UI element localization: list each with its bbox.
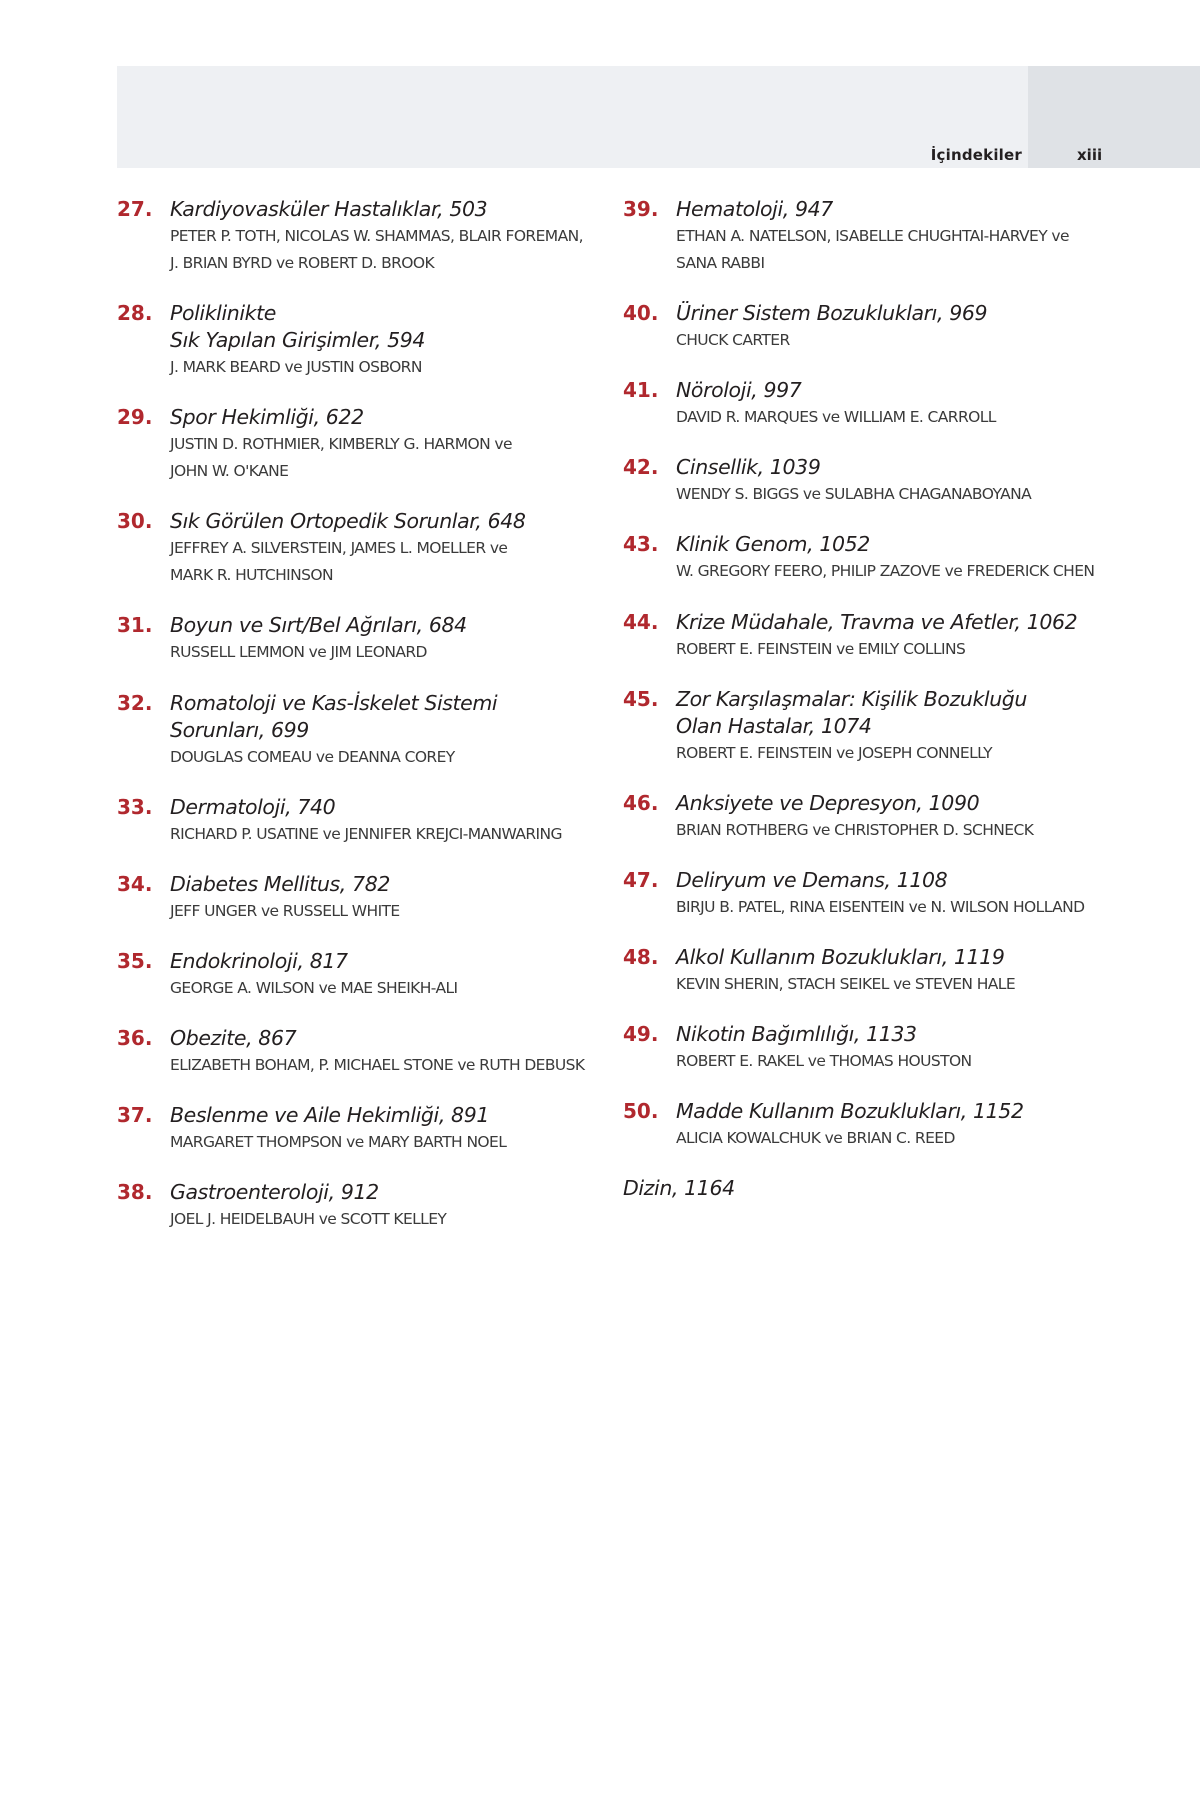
- chapter-authors: DAVID R. MARQUES ve WILLIAM E. CARROLL: [676, 408, 996, 426]
- chapter-title: Krize Müdahale, Travma ve Afetler, 1062: [676, 610, 1078, 634]
- toc-entry[interactable]: [117, 508, 597, 588]
- chapter-title: Obezite, 867: [170, 1026, 297, 1050]
- chapter-title: Deliryum ve Demans, 1108: [676, 868, 948, 892]
- chapter-authors: J. BRIAN BYRD ve ROBERT D. BROOK: [170, 253, 435, 272]
- chapter-authors: ETHAN A. NATELSON, ISABELLE CHUGHTAI-HARVEY ve: [676, 227, 1069, 245]
- toc-entry[interactable]: [623, 944, 1123, 998]
- chapter-authors: MARK R. HUTCHINSON: [170, 565, 333, 584]
- chapter-authors: PETER P. TOTH, NICOLAS W. SHAMMAS, BLAIR FOREMAN,: [170, 227, 583, 245]
- chapter-authors: JEFF UNGER ve RUSSELL WHITE: [170, 902, 400, 920]
- chapter-authors: WENDY S. BIGGS ve SULABHA CHAGANABOYANA: [676, 485, 1032, 503]
- toc-entry[interactable]: [117, 1179, 597, 1233]
- chapter-title: Romatoloji ve Kas-İskelet Sistemi: [170, 691, 498, 715]
- chapter-title: Sorunları, 699: [170, 718, 309, 742]
- chapter-number: 48.: [623, 945, 659, 969]
- chapter-title: Dermatoloji, 740: [170, 795, 336, 819]
- toc-entry[interactable]: [623, 300, 1123, 354]
- page-number: xiii: [1077, 146, 1103, 164]
- chapter-number: 30.: [117, 509, 153, 533]
- toc-entry[interactable]: [117, 404, 597, 484]
- chapter-authors: MARGARET THOMPSON ve MARY BARTH NOEL: [170, 1133, 507, 1151]
- toc-entry[interactable]: [117, 690, 597, 771]
- chapter-authors: SANA RABBI: [676, 253, 765, 272]
- chapter-number: 42.: [623, 455, 659, 479]
- toc-entry[interactable]: [623, 609, 1123, 663]
- chapter-authors: BIRJU B. PATEL, RINA EISENTEIN ve N. WILSON HOLLAND: [676, 898, 1085, 916]
- chapter-title: Endokrinoloji, 817: [170, 949, 348, 973]
- chapter-number: 34.: [117, 872, 153, 896]
- chapter-number: 32.: [117, 691, 153, 715]
- toc-entry[interactable]: [623, 531, 1123, 585]
- chapter-title: Zor Karşılaşmalar: Kişilik Bozukluğu: [676, 687, 1028, 711]
- toc-entry[interactable]: [623, 1098, 1123, 1152]
- chapter-authors: RUSSELL LEMMON ve JIM LEONARD: [170, 643, 427, 661]
- toc-entry[interactable]: [623, 377, 1123, 431]
- chapter-title: Anksiyete ve Depresyon, 1090: [676, 791, 980, 815]
- toc-entry[interactable]: [117, 300, 597, 381]
- chapter-number: 36.: [117, 1026, 153, 1050]
- chapter-authors: ELIZABETH BOHAM, P. MICHAEL STONE ve RUTH DEBUSK: [170, 1056, 585, 1074]
- chapter-authors: ROBERT E. FEINSTEIN ve JOSEPH CONNELLY: [676, 744, 993, 762]
- toc-entry[interactable]: [117, 1102, 597, 1156]
- running-header-title: İçindekiler: [930, 146, 1022, 164]
- chapter-title: Beslenme ve Aile Hekimliği, 891: [170, 1103, 489, 1127]
- chapter-authors: RICHARD P. USATINE ve JENNIFER KREJCI-MANWARING: [170, 825, 562, 843]
- chapter-title: Kardiyovasküler Hastalıklar, 503: [170, 197, 488, 221]
- chapter-number: 29.: [117, 405, 153, 429]
- chapter-title: Diabetes Mellitus, 782: [170, 872, 390, 896]
- chapter-title: Alkol Kullanım Bozuklukları, 1119: [676, 945, 1005, 969]
- chapter-authors: J. MARK BEARD ve JUSTIN OSBORN: [170, 358, 422, 376]
- chapter-number: 44.: [623, 610, 659, 634]
- chapter-number: 40.: [623, 301, 659, 325]
- chapter-number: 27.: [117, 197, 153, 221]
- chapter-title: Klinik Genom, 1052: [676, 532, 870, 556]
- chapter-authors: ROBERT E. FEINSTEIN ve EMILY COLLINS: [676, 640, 966, 658]
- chapter-number: 41.: [623, 378, 659, 402]
- toc-entry[interactable]: [117, 871, 597, 925]
- chapter-authors: DOUGLAS COMEAU ve DEANNA COREY: [170, 748, 455, 766]
- chapter-number: 38.: [117, 1180, 153, 1204]
- toc-entry[interactable]: [117, 1025, 597, 1079]
- toc-entry[interactable]: [117, 612, 597, 666]
- chapter-authors: JOHN W. O'KANE: [170, 461, 289, 480]
- toc-entry[interactable]: [623, 867, 1123, 921]
- toc-entry[interactable]: [117, 196, 597, 276]
- chapter-authors: JUSTIN D. ROTHMIER, KIMBERLY G. HARMON ve: [170, 435, 512, 453]
- chapter-title: Cinsellik, 1039: [676, 455, 821, 479]
- chapter-title: Sık Görülen Ortopedik Sorunlar, 648: [170, 509, 526, 533]
- chapter-number: 49.: [623, 1022, 659, 1046]
- chapter-authors: GEORGE A. WILSON ve MAE SHEIKH-ALI: [170, 979, 458, 997]
- chapter-number: 45.: [623, 687, 659, 711]
- chapter-title: Gastroenteroloji, 912: [170, 1180, 379, 1204]
- chapter-authors: ROBERT E. RAKEL ve THOMAS HOUSTON: [676, 1052, 972, 1070]
- chapter-authors: BRIAN ROTHBERG ve CHRISTOPHER D. SCHNECK: [676, 821, 1034, 839]
- toc-entry[interactable]: [117, 794, 597, 848]
- chapter-authors: CHUCK CARTER: [676, 331, 790, 349]
- chapter-authors: W. GREGORY FEERO, PHILIP ZAZOVE ve FREDERICK CHEN: [676, 562, 1095, 580]
- chapter-title: Boyun ve Sırt/Bel Ağrıları, 684: [170, 613, 467, 637]
- chapter-authors: JOEL J. HEIDELBAUH ve SCOTT KELLEY: [170, 1210, 447, 1228]
- chapter-number: 50.: [623, 1099, 659, 1123]
- toc-entry[interactable]: [623, 1021, 1123, 1075]
- chapter-title: Poliklinikte: [170, 301, 276, 325]
- chapter-number: 28.: [117, 301, 153, 325]
- chapter-authors: KEVIN SHERIN, STACH SEIKEL ve STEVEN HALE: [676, 975, 1016, 993]
- chapter-title: Üriner Sistem Bozuklukları, 969: [676, 301, 988, 325]
- chapter-number: 35.: [117, 949, 153, 973]
- chapter-title: Spor Hekimliği, 622: [170, 405, 364, 429]
- header-page-tab: [1028, 66, 1200, 168]
- chapter-title: Nöroloji, 997: [676, 378, 802, 402]
- chapter-number: 33.: [117, 795, 153, 819]
- chapter-number: 43.: [623, 532, 659, 556]
- chapter-title: Olan Hastalar, 1074: [676, 714, 872, 738]
- toc-entry[interactable]: [623, 454, 1123, 508]
- chapter-title: Nikotin Bağımlılığı, 1133: [676, 1022, 917, 1046]
- chapter-number: 46.: [623, 791, 659, 815]
- toc-entry[interactable]: [623, 790, 1123, 844]
- chapter-number: 31.: [117, 613, 153, 637]
- toc-entry[interactable]: [623, 686, 1123, 767]
- chapter-number: 47.: [623, 868, 659, 892]
- chapter-title: Hematoloji, 947: [676, 197, 833, 221]
- chapter-authors: JEFFREY A. SILVERSTEIN, JAMES L. MOELLER ve: [170, 539, 508, 557]
- index-entry[interactable]: Dizin, 1164: [623, 1176, 735, 1200]
- toc-entry[interactable]: [623, 196, 1123, 276]
- chapter-number: 39.: [623, 197, 659, 221]
- chapter-number: 37.: [117, 1103, 153, 1127]
- chapter-title: Sık Yapılan Girişimler, 594: [170, 328, 426, 352]
- toc-entry[interactable]: [117, 948, 597, 1002]
- chapter-title: Madde Kullanım Bozuklukları, 1152: [676, 1099, 1024, 1123]
- chapter-authors: ALICIA KOWALCHUK ve BRIAN C. REED: [676, 1129, 955, 1147]
